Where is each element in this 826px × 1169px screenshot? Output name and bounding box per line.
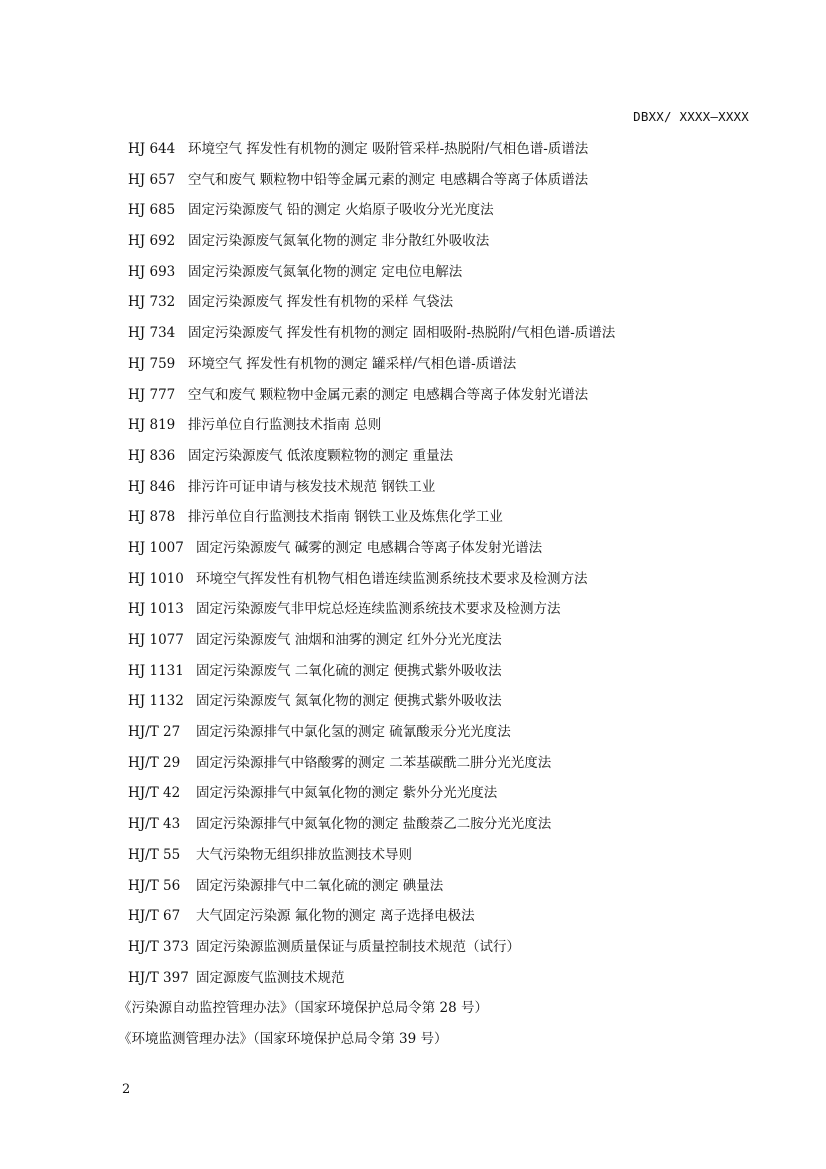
standard-item [128,507,778,538]
standard-item [128,200,778,231]
standard-title: 环境空气 挥发性有机物的测定 吸附管采样-热脱附/气相色谱-质谱法 [188,141,589,157]
standard-item [128,599,778,630]
standard-code: HJ 657 [128,171,176,188]
standard-code: HJ 1077 [128,632,184,648]
regulation-item: 《环境监测管理办法》（国家环境保护总局令第 39 号） [118,1030,448,1047]
standard-title: 大气固定污染源 氟化物的测定 离子选择电极法 [196,908,475,925]
standard-code: HJ/T 55 [128,846,181,863]
standard-item [128,845,778,876]
standard-title: 固定污染源废气 氮氧化物的测定 便携式紫外吸收法 [196,693,502,710]
standard-code: HJ/T 42 [128,785,181,802]
standard-item [128,323,778,354]
standard-title: 固定污染源废气氮氧化物的测定 非分散红外吸收法 [188,233,490,250]
standard-item [128,722,778,753]
standard-code: HJ 1132 [128,693,184,710]
standard-item [128,385,778,416]
standard-title: 空气和废气 颗粒物中铅等金属元素的测定 电感耦合等离子体质谱法 [188,171,589,188]
standard-title: 空气和废气 颗粒物中金属元素的测定 电感耦合等离子体发射光谱法 [188,386,589,403]
document-id-header: DBXX/ XXXX—XXXX [633,109,749,124]
standard-code: HJ 693 [128,263,176,280]
standard-code: HJ 1007 [128,539,184,556]
standard-item [128,415,778,446]
standard-code: HJ 1013 [128,601,184,618]
standard-title: 固定污染源废气 铅的测定 火焰原子吸收分光光度法 [188,202,494,219]
standard-item [128,937,778,968]
standard-title: 固定污染源排气中二氧化硫的测定 碘量法 [196,877,444,894]
regulations-list [118,998,778,1059]
standard-code: HJ 846 [128,478,176,495]
standard-code: HJ/T 56 [128,877,181,894]
standard-item [128,968,778,999]
standard-title: 固定污染源废气 二氧化硫的测定 便携式紫外吸收法 [196,662,502,679]
standard-code: HJ/T 43 [128,816,181,833]
standard-item [128,691,778,722]
standard-item [128,139,778,170]
standard-title: 排污单位自行监测技术指南 总则 [188,417,382,434]
standard-title: 排污许可证申请与核发技术规范 钢铁工业 [188,478,436,495]
standard-title: 固定污染源监测质量保证与质量控制技术规范（试行） [196,938,520,955]
standard-title: 固定污染源排气中铬酸雾的测定 二苯基碳酰二肼分光光度法 [196,754,552,771]
page-number: 2 [122,1082,131,1097]
normative-references-list [118,139,778,1060]
standard-code: HJ 1131 [128,662,184,679]
standard-item [128,354,778,385]
standard-item [128,906,778,937]
standard-code: HJ/T 29 [128,754,181,771]
standard-item [128,292,778,323]
standard-code: HJ 644 [128,141,176,157]
standard-code: HJ 777 [128,386,176,403]
standard-item [128,630,778,661]
standard-title: 大气污染物无组织排放监测技术导则 [196,846,412,863]
standard-title: 固定污染源排气中氯化氢的测定 硫氰酸汞分光光度法 [196,724,511,741]
standard-title: 固定污染源废气 碱雾的测定 电感耦合等离子体发射光谱法 [196,539,543,556]
standard-title: 固定污染源排气中氮氧化物的测定 盐酸萘乙二胺分光光度法 [196,816,552,833]
standard-code: HJ/T 67 [128,908,181,925]
standard-title: 固定污染源排气中氮氧化物的测定 紫外分光光度法 [196,785,498,802]
standard-code: HJ 685 [128,202,176,219]
standard-code: HJ 819 [128,417,176,434]
standard-title: 固定污染源废气氮氧化物的测定 定电位电解法 [188,263,463,280]
standard-item [128,876,778,907]
standard-item [128,814,778,845]
standard-title: 环境空气 挥发性有机物的测定 罐采样/气相色谱-质谱法 [188,355,517,372]
standard-item [128,446,778,477]
standard-item [128,538,778,569]
regulation-item: 《污染源自动监控管理办法》（国家环境保护总局令第 28 号） [118,1000,489,1017]
standard-code: HJ/T 397 [128,969,189,986]
standard-item [128,231,778,262]
standard-title: 固定源废气监测技术规范 [196,969,345,986]
standards-list [128,139,778,998]
standard-code: HJ/T 373 [128,938,189,955]
standard-code: HJ 878 [128,509,176,526]
standard-item [128,753,778,784]
standard-title: 固定污染源废气 低浓度颗粒物的测定 重量法 [188,447,454,464]
standard-title: 环境空气挥发性有机物气相色谱连续监测系统技术要求及检测方法 [196,570,588,587]
standard-item [128,661,778,692]
standard-title: 排污单位自行监测技术指南 钢铁工业及炼焦化学工业 [188,509,503,526]
standard-code: HJ 759 [128,355,176,372]
standard-code: HJ 1010 [128,570,184,587]
standard-code: HJ 732 [128,294,176,311]
standard-item [128,569,778,600]
standard-title: 固定污染源废气非甲烷总烃连续监测系统技术要求及检测方法 [196,601,561,618]
standard-item [128,477,778,508]
standard-item [128,783,778,814]
standard-code: HJ 734 [128,325,176,342]
standard-code: HJ 836 [128,447,176,464]
standard-title: 固定污染源废气 挥发性有机物的采样 气袋法 [188,294,454,311]
standard-code: HJ 692 [128,233,176,250]
standard-title: 固定污染源废气 挥发性有机物的测定 固相吸附-热脱附/气相色谱-质谱法 [188,325,616,342]
standard-title: 固定污染源废气 油烟和油雾的测定 红外分光光度法 [196,632,502,648]
standard-item [128,262,778,293]
standard-code: HJ/T 27 [128,724,181,741]
standard-item [128,170,778,201]
